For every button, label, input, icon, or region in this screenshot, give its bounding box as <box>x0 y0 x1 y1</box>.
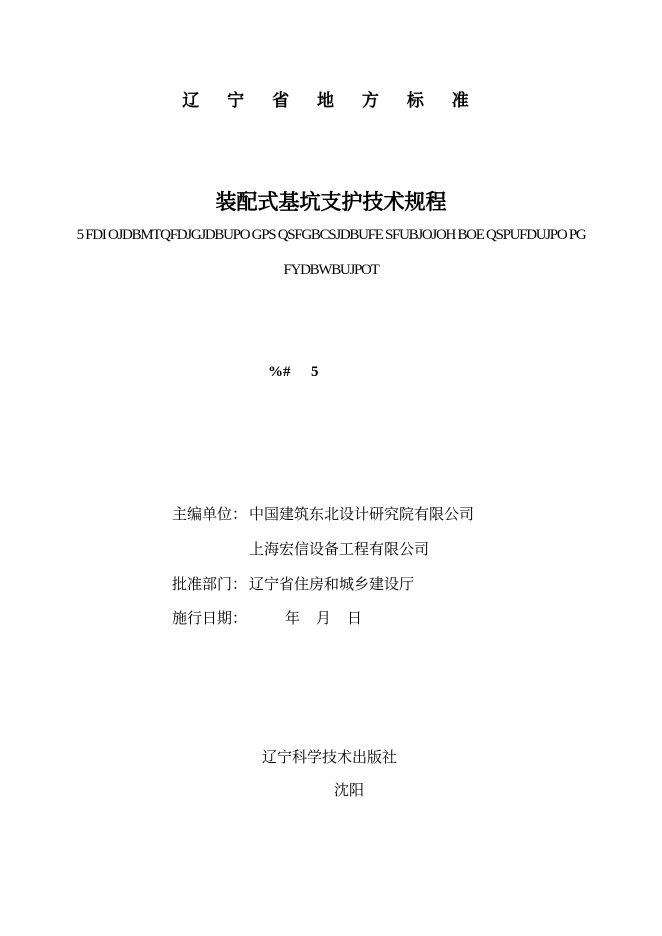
publisher-name: 辽宁科学技术出版社 <box>262 748 398 766</box>
english-title-line-2: FYDBWBUJPOT <box>283 262 379 278</box>
english-title-line-1: 5 FDI OJDBMTQFDJGJDBUPO GPS QSFGBCSJDBUFE SFUBJOJOH BOE QSPUFDUJPO PG <box>76 227 586 243</box>
document-title: 装配式基坑支护技术规程 <box>215 189 447 214</box>
standard-code-prefix: %# <box>268 364 291 380</box>
approver-department: 辽宁省住房和城乡建设厅 <box>249 575 415 593</box>
effective-date-month: 月 <box>316 609 332 627</box>
standard-code-number: 5 <box>311 364 319 380</box>
publisher-city: 沈阳 <box>334 781 365 799</box>
standard-type-heading: 辽 宁 省 地 方 标 准 <box>182 91 480 111</box>
effective-date-day: 日 <box>347 609 363 627</box>
effective-date-year: 年 <box>285 609 301 627</box>
effective-date-label: 施行日期： <box>172 609 248 627</box>
chief-editor-unit-1: 中国建筑东北设计研究院有限公司 <box>249 505 475 523</box>
chief-editor-unit-2: 上海宏信设备工程有限公司 <box>249 540 430 558</box>
chief-editor-label: 主编单位： <box>172 505 248 523</box>
approver-label: 批准部门： <box>172 575 248 593</box>
